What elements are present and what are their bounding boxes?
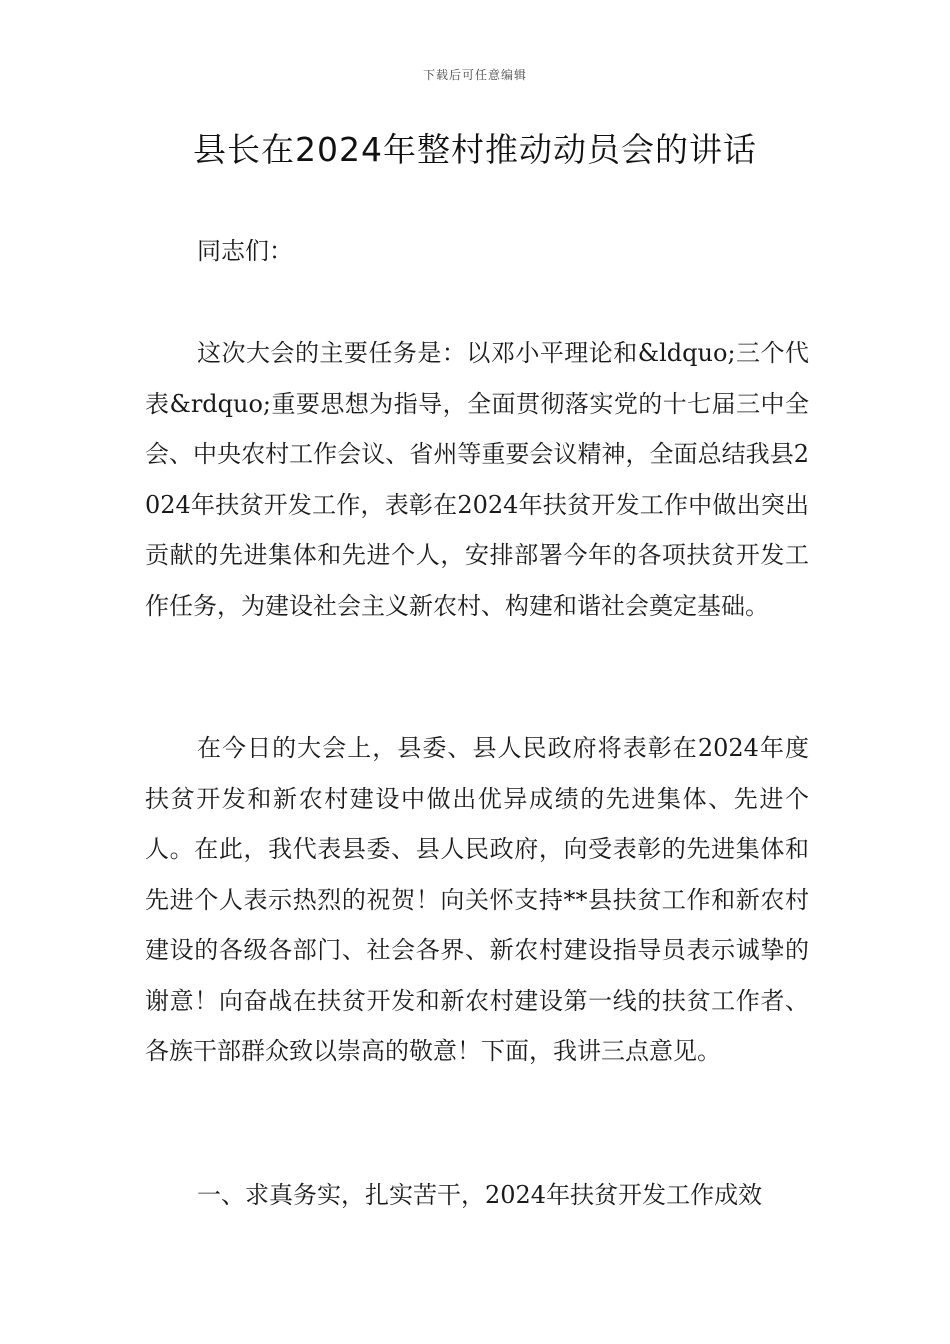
- paragraph-1: 这次大会的主要任务是：以邓小平理论和&ldquo;三个代表&rdquo;重要思想为指导，全面贯彻落实党的十七届三中全会、中央农村工作会议、省州等重要会议精神，全面总结我县2024年扶贫开发工作，表彰在2024年扶贫开发工作中做出突出贡献的先进集体和先进个人，安排部署今年的各项扶贫开发工作任务，为建设社会主义新农村、构建和谐社会奠定基础。: [145, 339, 809, 620]
- salutation: 同志们：: [197, 237, 293, 265]
- section-heading-1: 一、求真务实，扎实苦干，2024年扶贫开发工作成效: [197, 1181, 763, 1209]
- document-title: 县长在2024年整村推动动员会的讲话: [193, 130, 757, 169]
- header-note: 下载后可任意编辑: [422, 68, 527, 82]
- paragraph-2: 在今日的大会上，县委、县人民政府将表彰在2024年度扶贫开发和新农村建设中做出优异成绩的先进集体、先进个人。在此，我代表县委、县人民政府，向受表彰的先进集体和先进个人表示热烈的祝贺！向关怀支持**县扶贫工作和新农村建设的各级各部门、社会各界、新农村建设指导员表示诚挚的谢意！向奋战在扶贫开发和新农村建设第一线的扶贫工作者、各族干部群众致以崇高的敬意！下面，我讲三点意见。: [145, 734, 809, 1065]
